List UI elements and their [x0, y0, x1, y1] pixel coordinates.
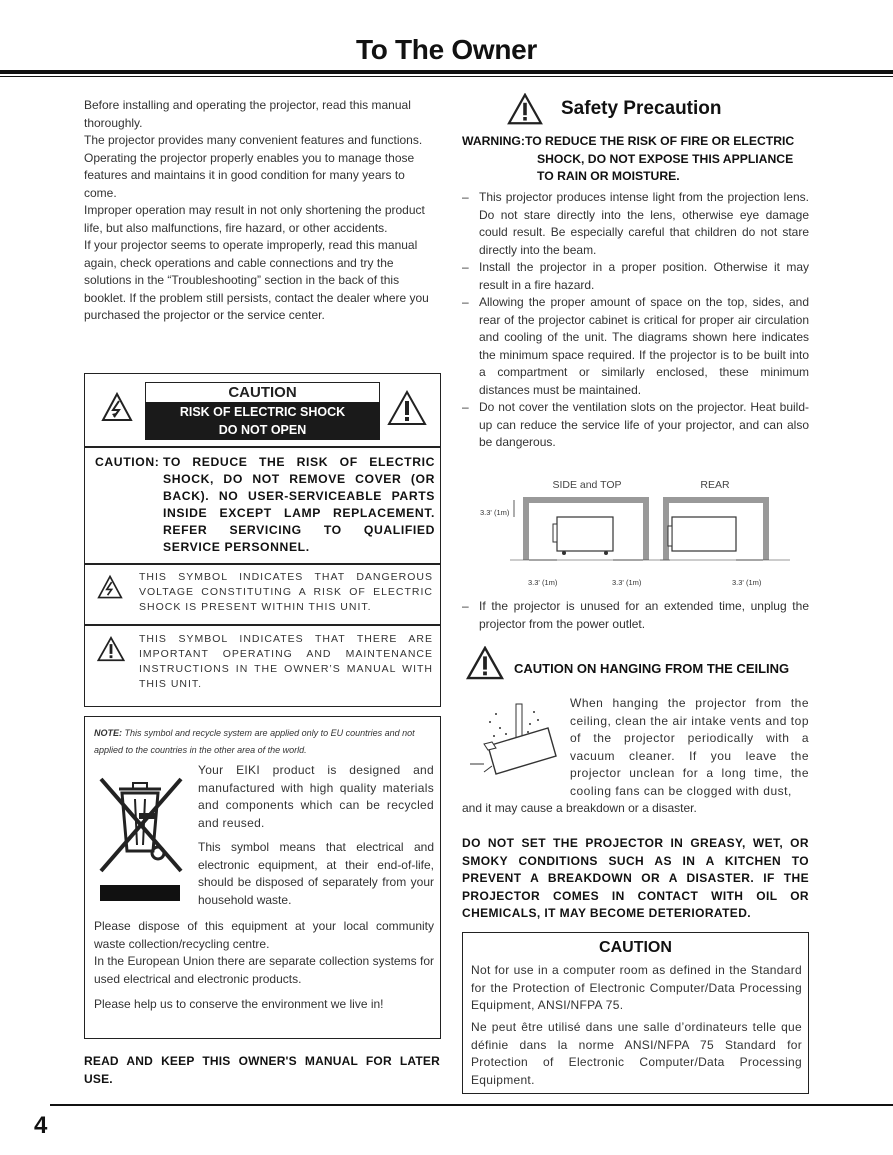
- divider: [85, 624, 440, 626]
- intro-paragraph-1: Before installing and operating the projector, read this manual thoroughly.: [84, 98, 411, 130]
- title-rule-thin: [0, 76, 893, 77]
- intro-paragraph-4: If your projector seems to operate improperly, read this manual again, check operations and cable connections and try the solutions in the “Troubleshooting” section in the back of this booklet. If the problem still persists, contact the dealer where you purchased the projector or the service center.: [84, 238, 429, 322]
- divider: [85, 446, 440, 448]
- list-item: – If the projector is unused for an extended time, unplug the projector from the power outlet.: [462, 599, 809, 631]
- bullet-text: This projector produces intense light from the projection lens. Do not stare directly into the lens, otherwise eye damage could result. Be especially careful that children do not stare directly into the beam.: [479, 190, 809, 257]
- exclamation-warning-icon: [387, 390, 427, 426]
- title-rule: [0, 70, 893, 74]
- intro-paragraph-2: The projector provides many convenient features and functions. Operating the projector properly enables you to manage those features and maintains it in good condition for many years to come.: [84, 133, 423, 200]
- risk-line-1: RISK OF ELECTRIC SHOCK: [179, 405, 346, 419]
- intro-section: [84, 97, 440, 325]
- page-title: To The Owner: [356, 34, 537, 65]
- list-item: – Do not cover the ventilation slots on the projector. Heat build-up can reduce the service life of your projector, and can also be dangerous.: [462, 400, 809, 449]
- caution-body: TO REDUCE THE RISK OF ELECTRIC SHOCK, DO NOT REMOVE COVER (OR BACK). NO USER-SERVICEABLE PARTS INSIDE EXCEPT LAMP REPLACEMENT. REFER SERVICING TO QUALIFIED SERVICE PERSONNEL.: [163, 455, 435, 554]
- bullet-text: Do not cover the ventilation slots on the projector. Heat build-up can reduce the service life of your projector, and can also be dangerous.: [479, 400, 809, 449]
- note-label: NOTE:: [94, 728, 122, 738]
- caution2-heading: CAUTION: [599, 939, 672, 956]
- caution-statement: [95, 454, 435, 556]
- note: [94, 725, 434, 759]
- footer-rule: [50, 1104, 893, 1106]
- list-item: – This projector produces intense light from the projection lens. Do not stare directly into the lens, otherwise eye damage could result. Be especially careful that children do not stare directly into the beam.: [462, 190, 809, 257]
- safety-heading: Safety Precaution: [561, 98, 722, 119]
- list-item: – Install the projector in a proper position. Otherwise it may result in a fire hazard.: [462, 260, 809, 292]
- side-top-label: SIDE and TOP: [552, 479, 622, 491]
- list-item: – Allowing the proper amount of space on the top, sides, and rear of the projector cabinet is critical for proper air circulation and cooling of the unit. The diagrams shown here indicates the minimum space required. If the projector is to be built into a compartment or similarly enclosed, these minimum distances must be maintained.: [462, 295, 809, 397]
- bullet-text: If the projector is unused for an extended time, unplug the projector from the power outlet.: [479, 599, 809, 631]
- caution-header: CAUTION: [145, 382, 380, 404]
- caution2-french: Ne peut être utilisé dans une salle d’ordinateurs telle que définie dans la norme ANSI/NFPA 75 Standard for Protection of Electronic Computer/Data Processing Equipment.: [471, 1020, 802, 1087]
- eu-paragraph-3: Please dispose of this equipment at your local community waste collection/recycling centre. In the European Union there are separate collection systems for used electrical and electronic products.: [94, 919, 434, 986]
- eu-paragraph-1: Your EIKI product is designed and manufactured with high quality materials and components which can be recycled and reused.: [198, 763, 434, 830]
- hanging-text: When hanging the projector from the ceiling, clean the air intake vents and top of the projector periodically with a vacuum cleaner. If you leave the projector unclean for a long time, the cooling fans can be clogged with dust,: [570, 696, 809, 798]
- risk-box: [145, 402, 380, 440]
- warning-statement: [462, 133, 812, 186]
- warning-line-3: TO RAIN OR MOISTURE.: [537, 169, 680, 183]
- top-clearance-label: 3.3' (1m): [480, 508, 510, 517]
- warning-label: WARNING:: [462, 134, 525, 148]
- caution-label: CAUTION:: [95, 455, 160, 469]
- warning-line-1: TO REDUCE THE RISK OF FIRE OR ELECTRIC: [524, 134, 795, 148]
- hanging-heading: CAUTION ON HANGING FROM THE CEILING: [514, 661, 790, 676]
- lightning-warning-icon: [101, 392, 133, 422]
- exclamation-warning-icon: [506, 93, 544, 125]
- rear-label: REAR: [700, 479, 730, 491]
- warning-line-2: SHOCK, DO NOT EXPOSE THIS APPLIANCE: [537, 151, 794, 166]
- note-text: This symbol and recycle system are applied only to EU countries and not applied to the countries in the other area of the world.: [94, 728, 415, 755]
- safety-bullets: [462, 189, 809, 452]
- caution-box: [84, 373, 441, 707]
- clearance-diagram: [470, 472, 800, 592]
- caution2-english: Not for use in a computer room as defined in the Standard for the Protection of Electronic Computer/Data Processing Equipment, ANSI/NFPA 75.: [471, 963, 802, 1012]
- greasy-warning: DO NOT SET THE PROJECTOR IN GREASY, WET, OR SMOKY CONDITIONS SUCH AS IN A KITCHEN TO PREVENT A BREAKDOWN OR A DISASTER. IF THE PROJECTOR COMES IN CONTACT WITH OIL OR CHEMICALS, IT MAY BECOME DETERIORATED.: [462, 836, 809, 920]
- ceiling-mount-icon: [466, 700, 564, 786]
- symbol-lightning-text: THIS SYMBOL INDICATES THAT DANGEROUS VOLTAGE CONSTITUTING A RISK OF ELECTRIC SHOCK IS PRESENT WITHIN THIS UNIT.: [139, 571, 433, 613]
- rear-clearance-label: 3.3' (1m): [732, 578, 762, 587]
- bullet-text: Allowing the proper amount of space on the top, sides, and rear of the projector cabinet is critical for proper air circulation and cooling of the unit. The diagrams shown here indicates the minimum space required. If the projector is to be built into a compartment or similarly enclosed, these minimum distances must be maintained.: [479, 295, 809, 397]
- eu-recycle-box: [84, 716, 441, 1039]
- bullet-text: Install the projector in a proper position. Otherwise it may result in a fire hazard.: [479, 260, 809, 292]
- lightning-warning-icon: [97, 574, 123, 600]
- risk-line-2: DO NOT OPEN: [218, 423, 307, 437]
- right-clearance-label: 3.3' (1m): [612, 578, 642, 587]
- hanging-text-last: and it may cause a breakdown or a disaster.: [462, 801, 697, 815]
- crossed-bin-icon: [95, 773, 187, 905]
- divider: [85, 563, 440, 565]
- eu-paragraph-2: This symbol means that electrical and electronic equipment, at their end-of-life, should be disposed of separately from your household waste.: [198, 840, 434, 907]
- exclamation-warning-icon: [97, 636, 125, 662]
- eu-paragraph-4: Please help us to conserve the environment we live in!: [94, 997, 384, 1011]
- caution-box-computer-room: [462, 932, 809, 1094]
- page-number: 4: [34, 1112, 48, 1139]
- read-keep-notice: READ AND KEEP THIS OWNER'S MANUAL FOR LATER USE.: [84, 1054, 440, 1086]
- symbol-exclamation-text: THIS SYMBOL INDICATES THAT THERE ARE IMPORTANT OPERATING AND MAINTENANCE INSTRUCTIONS IN THE OWNER’S MANUAL WITH THIS UNIT.: [139, 633, 433, 690]
- exclamation-warning-icon: [465, 646, 505, 680]
- intro-paragraph-3: Improper operation may result in not only shortening the product life, but also malfunctions, fire hazard, or other accidents.: [84, 203, 425, 235]
- left-clearance-label: 3.3' (1m): [528, 578, 558, 587]
